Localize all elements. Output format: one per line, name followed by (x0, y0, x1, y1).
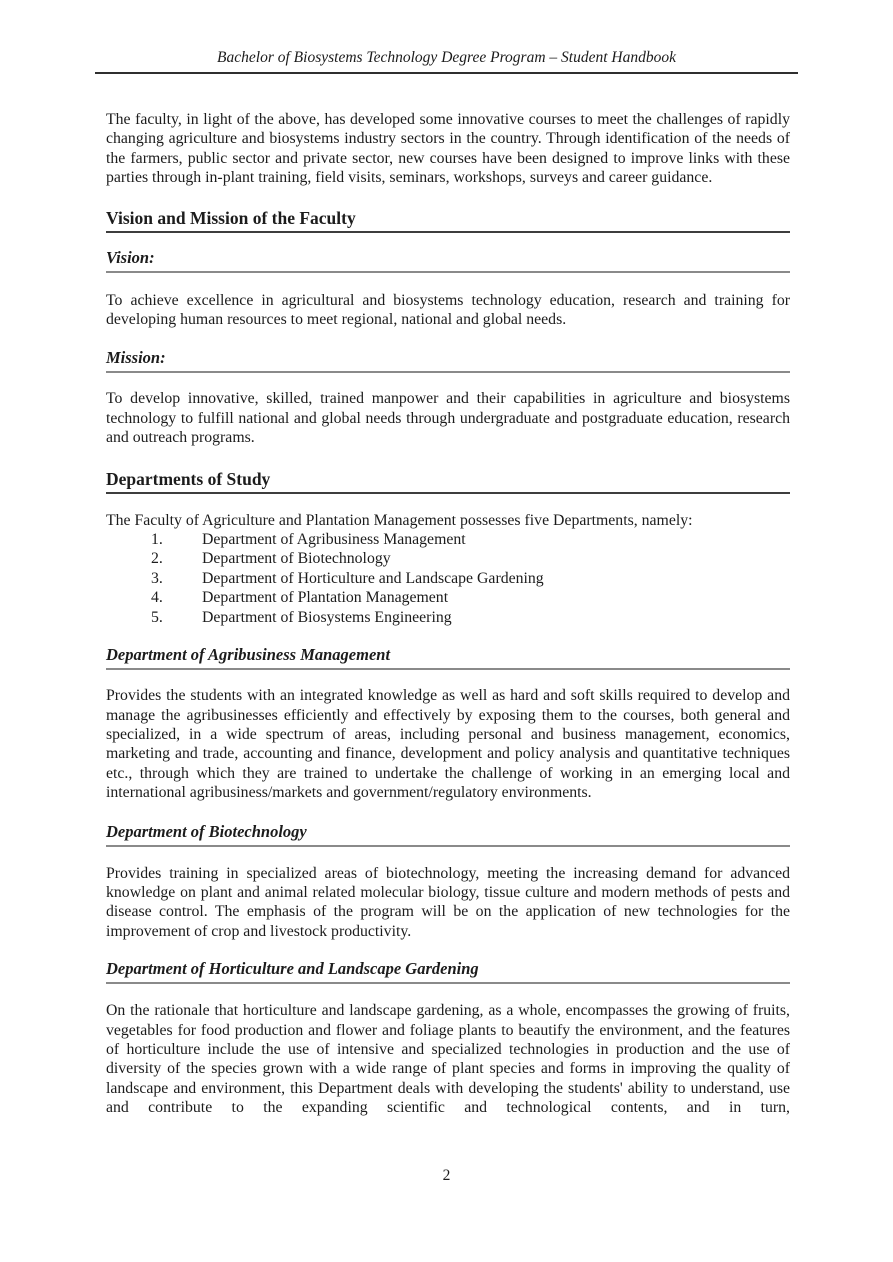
dept-horticulture-paragraph: On the rationale that horticulture and landscape gardening, as a whole, encompasses the growing of fruits, vegetables for food production and flower and foliage plants to beautify the environment, and the features of horticulture include the use of intensive and specialized technologies in production and the use of diversity of the species grown with a wide range of plant species and forms in improving the quality of landscape and environment, this Department deals with developing the students' ability to understand, use and contribute to the expanding scientific and technological contents, and in turn, (106, 1002, 790, 1117)
vision-paragraph: To achieve excellence in agricultural and biosystems technology education, research and training for developing human resources to meet regional, national and global needs. (106, 291, 790, 329)
page-header (95, 48, 798, 74)
list-item-number: 1. (151, 531, 163, 549)
list-item-label: Department of Horticulture and Landscape Gardening (202, 569, 544, 587)
departments-lead-paragraph: The Faculty of Agriculture and Plantation Management possesses five Departments, namely: (106, 511, 693, 529)
list-item-number: 3. (151, 569, 163, 587)
subheading-mission: Mission: (106, 348, 790, 373)
list-item-label: Department of Agribusiness Management (202, 531, 466, 549)
list-item-label: Department of Biotechnology (202, 550, 391, 568)
list-item (106, 569, 790, 588)
dept-agribusiness-paragraph: Provides the students with an integrated knowledge as well as hard and soft skills required to develop and manage the agribusinesses efficiently and effectively by exposing them to the courses, both general and specialized, in a wide spectrum of areas, including personal and business management, economics, marketing and trade, accounting and finance, development and policy analysis and quantitative techniques etc., through which they are trained to undertake the challenge of working in an emerging local and international agribusiness/markets and government/regulatory environments. (106, 687, 790, 802)
mission-paragraph: To develop innovative, skilled, trained manpower and their capabilities in agriculture and biosystems technology to fulfill national and global needs through undergraduate and postgraduate education, research and outreach programs. (106, 390, 790, 447)
page-header-title: Bachelor of Biosystems Technology Degree Program – Student Handbook (217, 49, 676, 66)
page-number: 2 (442, 1167, 451, 1184)
subheading-dept-agribusiness: Department of Agribusiness Management (106, 645, 790, 670)
subheading-dept-horticulture: Department of Horticulture and Landscape Gardening (106, 959, 790, 984)
list-item (106, 588, 790, 607)
dept-biotechnology-paragraph: Provides training in specialized areas of biotechnology, meeting the increasing demand for advanced knowledge on plant and animal related molecular biology, tissue culture and modern methods of pests and disease control. The emphasis of the program will be on the application of new technologies for the improvement of crop and livestock productivity. (106, 864, 790, 940)
list-item (106, 608, 790, 627)
list-item (106, 530, 790, 549)
list-item (106, 549, 790, 568)
heading-departments-of-study: Departments of Study (106, 469, 790, 494)
departments-list (106, 530, 790, 627)
list-item-label: Department of Plantation Management (202, 589, 449, 607)
subheading-dept-biotechnology: Department of Biotechnology (106, 822, 790, 847)
subheading-vision: Vision: (106, 248, 790, 273)
list-item-number: 5. (151, 608, 163, 626)
heading-vision-and-mission: Vision and Mission of the Faculty (106, 208, 790, 233)
page-content (106, 110, 790, 1118)
list-item-label: Department of Biosystems Engineering (202, 608, 452, 626)
intro-paragraph: The faculty, in light of the above, has developed some innovative courses to meet the challenges of rapidly changing agriculture and biosystems industry sectors in the country. Through identification of the needs of the farmers, public sector and private sector, new courses have been designed to improve links with these parties through in-plant training, field visits, seminars, workshops, surveys and career guidance. (106, 111, 790, 187)
list-item-number: 4. (151, 589, 163, 607)
list-item-number: 2. (151, 550, 163, 568)
